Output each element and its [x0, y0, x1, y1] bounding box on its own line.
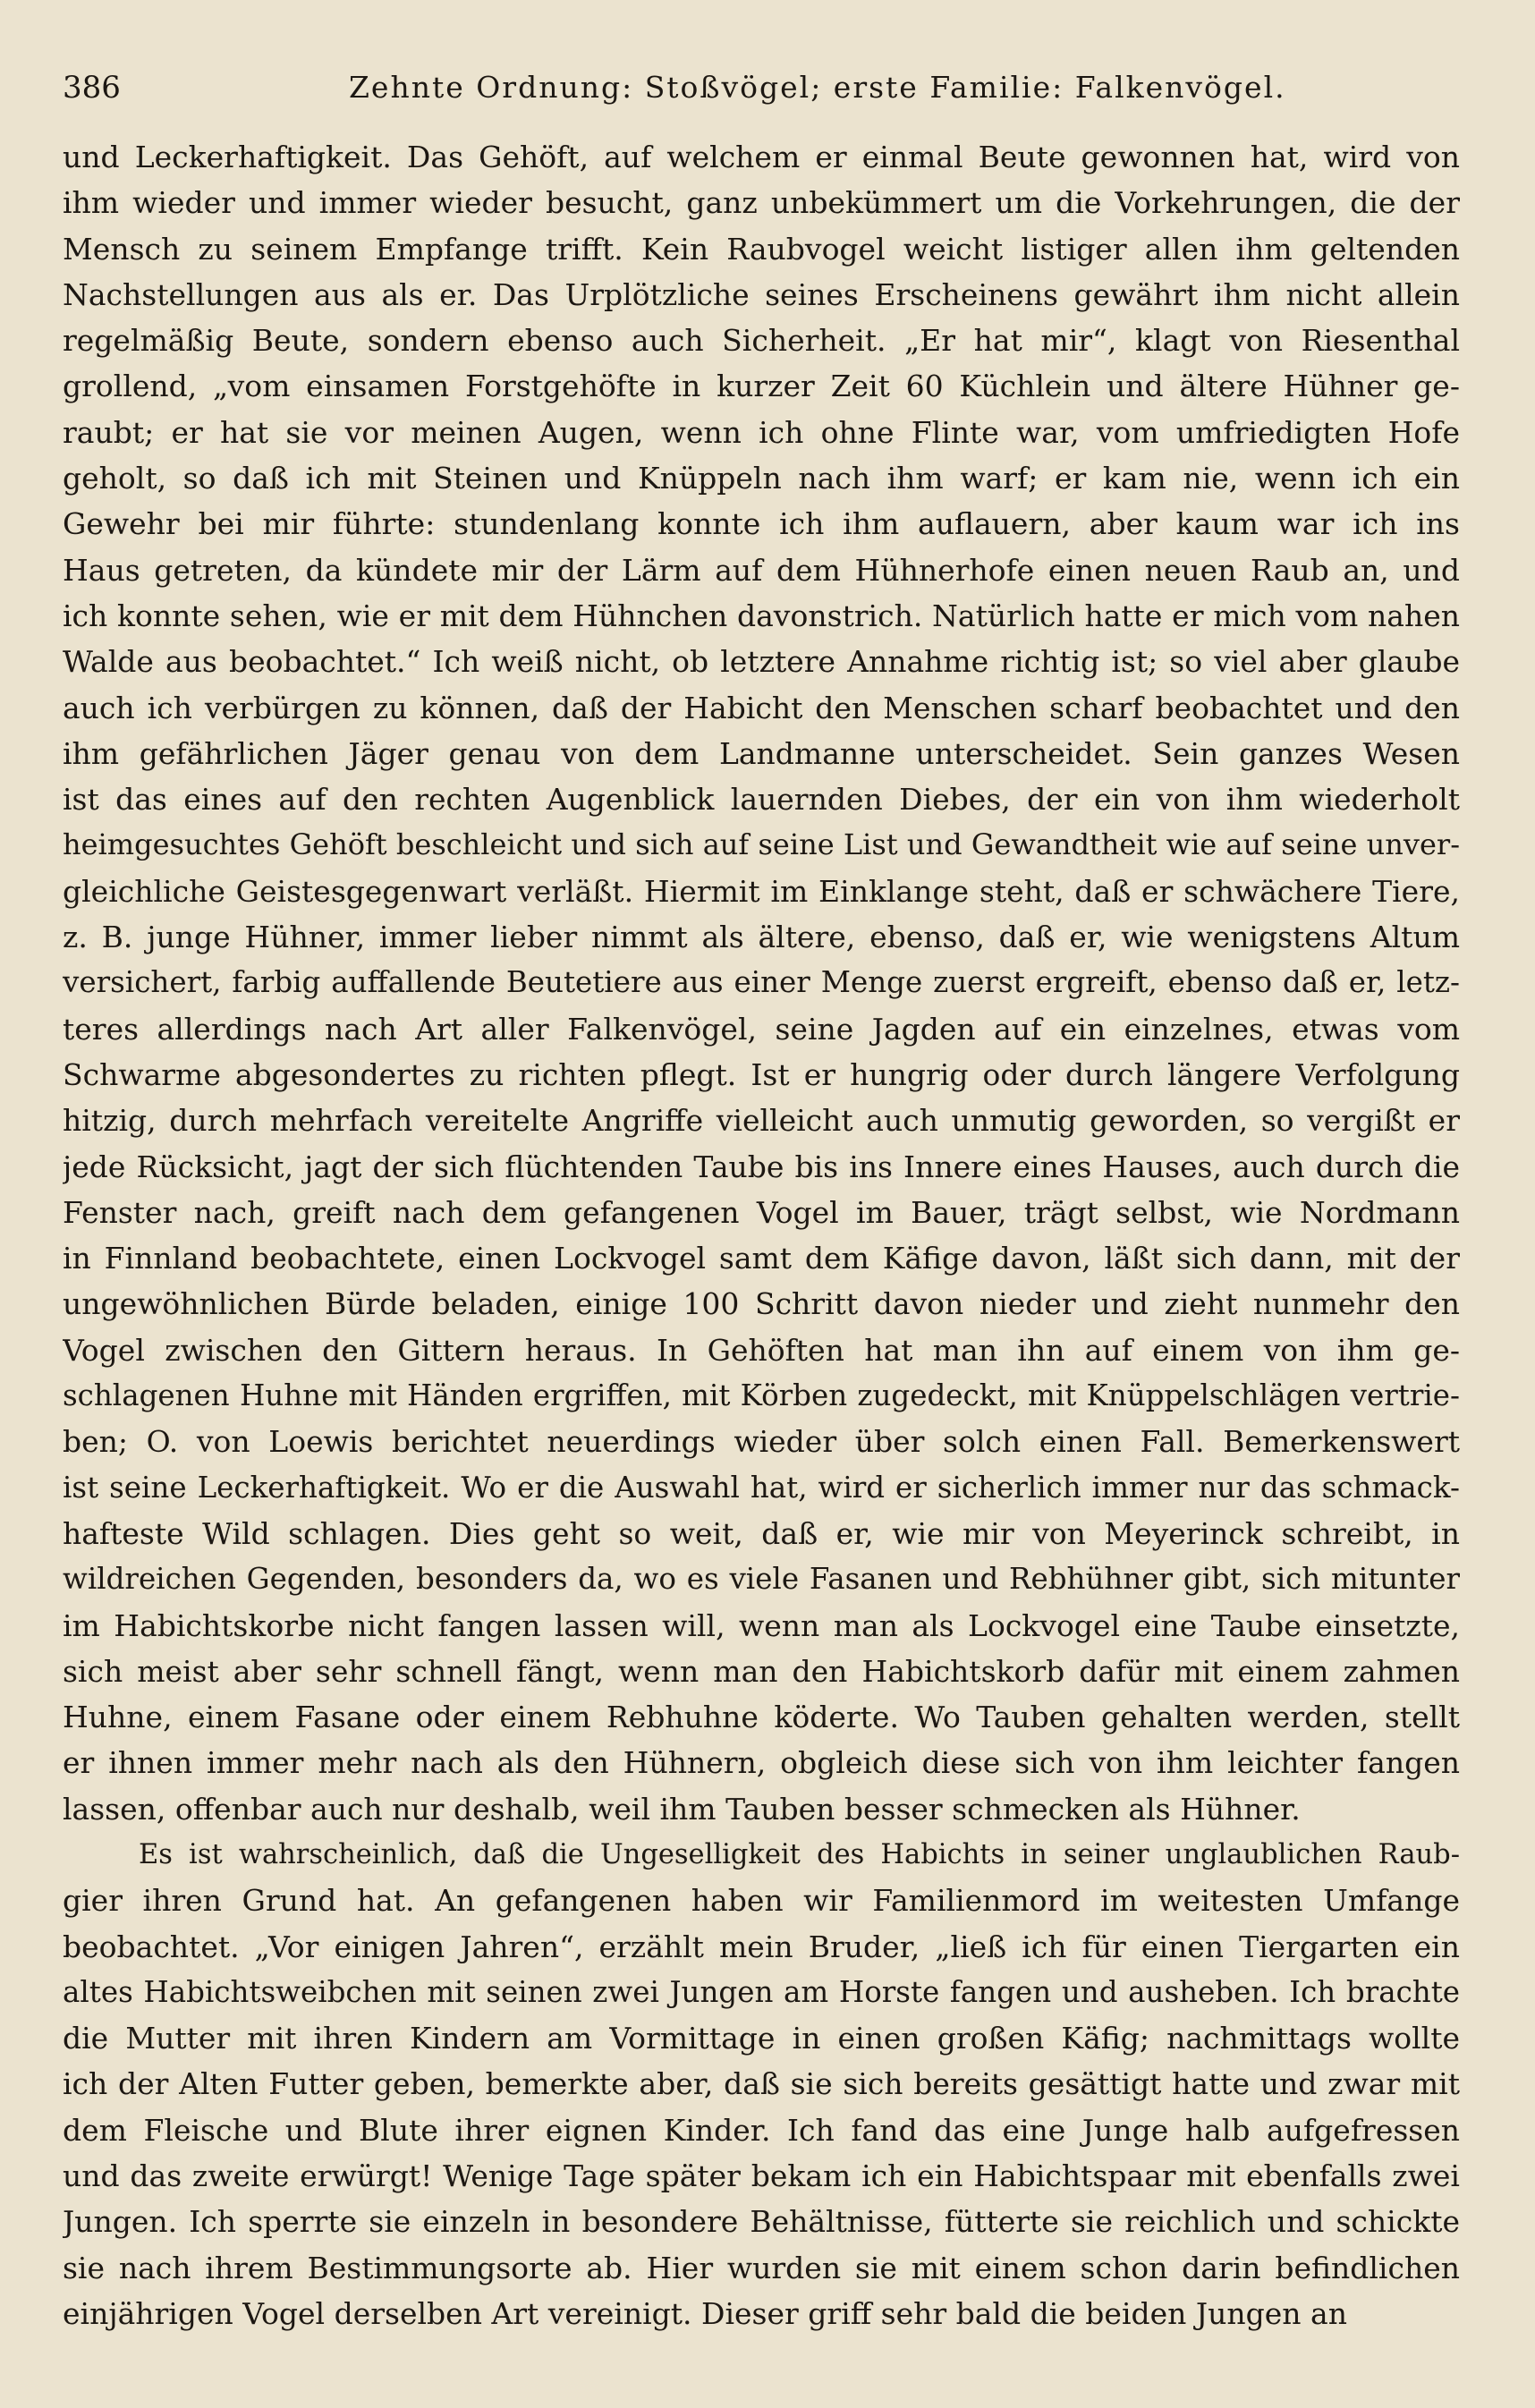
text-line: grollend, „vom einsamen Forstgehöfte in kurzer Zeit 60 Küchlein und ältere Hühner ge- — [63, 369, 1460, 404]
text-line: ist seine Leckerhaftigkeit. Wo er die Auswahl hat, wird er sicherlich immer nur das schmack- — [63, 1470, 1460, 1505]
text-line: raubt; er hat sie vor meinen Augen, wenn ich ohne Flinte war, vom umfriedigten Hofe — [63, 414, 1460, 450]
text-line: ben; O. von Loewis berichtet neuerdings wieder über solch einen Fall. Bemerkenswert — [63, 1424, 1460, 1460]
text-line: Es ist wahrscheinlich, daß die Ungeselligkeit des Habichts in seiner unglaublichen Raub- — [139, 1838, 1460, 1870]
text-line: sie nach ihrem Bestimmungsorte ab. Hier wurden sie mit einem schon darin befindlichen — [63, 2250, 1460, 2285]
text-line: ihm gefährlichen Jäger genau von dem Landmanne unterscheidet. Sein ganzes Wesen — [63, 735, 1460, 771]
text-line: ungewöhnlichen Bürde beladen, einige 100 Schritt davon nieder und zieht nunmehr den — [63, 1286, 1460, 1322]
text-line: die Mutter mit ihren Kindern am Vormittage in einen großen Käfig; nachmittags wollte — [63, 2021, 1460, 2056]
text-line: Fenster nach, greift nach dem gefangenen Vogel im Bauer, trägt selbst, wie Nordmann — [63, 1194, 1460, 1230]
text-line: wildreichen Gegenden, besonders da, wo es viele Fasanen und Rebhühner gibt, sich mitunter — [63, 1562, 1460, 1597]
text-line: er ihnen immer mehr nach als den Hühnern, obgleich diese sich von ihm leichter fangen — [63, 1745, 1460, 1781]
text-line: heimgesuchtes Gehöft beschleicht und sich auf seine List und Gewandtheit wie auf seine unver- — [63, 827, 1460, 862]
running-head: Zehnte Ordnung: Stoßvögel; erste Familie: Falkenvögel. — [349, 70, 1286, 105]
text-line: und das zweite erwürgt! Wenige Tage später bekam ich ein Habichtspaar mit ebenfalls zwei — [63, 2158, 1460, 2194]
text-line: geholt, so daß ich mit Steinen und Knüppeln nach ihm warf; er kam nie, wenn ich ein — [63, 461, 1460, 496]
text-line: teres allerdings nach Art aller Falkenvögel, seine Jagden auf ein einzelnes, etwas vom — [63, 1011, 1460, 1047]
paragraph — [63, 134, 1460, 1832]
text-line: ist das eines auf den rechten Augenblick lauernden Diebes, der ein von ihm wiederholt — [63, 782, 1460, 818]
body-text — [63, 134, 1460, 2336]
text-line: Gewehr bei mir führte: stundenlang konnte ich ihm auflauern, aber kaum war ich ins — [63, 506, 1460, 542]
text-line: lassen, offenbar auch nur deshalb, weil ihm Tauben besser schmecken als Hühner. — [63, 1791, 1301, 1827]
text-line: versichert, farbig auffallende Beutetiere aus einer Menge zuerst ergreift, ebenso daß er, letz- — [63, 965, 1460, 1000]
text-line: altes Habichtsweibchen mit seinen zwei Jungen am Horste fangen und ausheben. Ich brachte — [63, 1974, 1460, 2009]
text-line: Walde aus beobachtet.“ Ich weiß nicht, ob letztere Annahme richtig ist; so viel aber glaube — [63, 644, 1460, 680]
text-line: hitzig, durch mehrfach vereitelte Angriffe vielleicht auch unmutig geworden, so vergißt er — [63, 1103, 1460, 1139]
paragraph — [63, 1832, 1460, 2336]
text-line: Vogel zwischen den Gittern heraus. In Gehöften hat man ihn auf einem von ihm ge- — [63, 1332, 1460, 1368]
page-number: 386 — [63, 70, 121, 106]
text-line: schlagenen Huhne mit Händen ergriffen, mit Körben zugedeckt, mit Knüppelschlägen vertrie- — [63, 1378, 1460, 1413]
text-line: beobachtet. „Vor einigen Jahren“, erzählt mein Bruder, „ließ ich für einen Tiergarten ein — [63, 1929, 1460, 1964]
text-line: in Finnland beobachtete, einen Lockvogel samt dem Käfige davon, läßt sich dann, mit der — [63, 1241, 1460, 1276]
text-line: regelmäßig Beute, sondern ebenso auch Sicherheit. „Er hat mir“, klagt von Riesenthal — [63, 323, 1460, 359]
text-line: Nachstellungen aus als er. Das Urplötzliche seines Erscheinens gewährt ihm nicht allein — [63, 276, 1460, 312]
text-line: einjährigen Vogel derselben Art vereinigt. Dieser griff sehr bald die beiden Jungen an — [63, 2295, 1347, 2331]
text-line: Schwarme abgesondertes zu richten pflegt. Ist er hungrig oder durch längere Verfolgung — [63, 1056, 1460, 1092]
text-line: Mensch zu seinem Empfange trifft. Kein Raubvogel weicht listiger allen ihm geltenden — [63, 231, 1460, 267]
text-line: ich der Alten Futter geben, bemerkte aber, daß sie sich bereits gesättigt hatte und zwar mit — [63, 2066, 1460, 2102]
text-line: gleichliche Geistesgegenwart verläßt. Hiermit im Einklange steht, daß er schwächere Tiere, — [63, 873, 1460, 909]
text-line: ich konnte sehen, wie er mit dem Hühnchen davonstrich. Natürlich hatte er mich vom nahen — [63, 598, 1460, 633]
text-line: im Habichtskorbe nicht fangen lassen will, wenn man als Lockvogel eine Taube einsetzte, — [63, 1607, 1460, 1643]
text-line: hafteste Wild schlagen. Dies geht so weit, daß er, wie mir von Meyerinck schreibt, in — [63, 1515, 1460, 1551]
text-line: sich meist aber sehr schnell fängt, wenn man den Habichtskorb dafür mit einem zahmen — [63, 1653, 1460, 1689]
text-line: Jungen. Ich sperrte sie einzeln in besondere Behältnisse, fütterte sie reichlich und schickte — [63, 2204, 1460, 2240]
text-line: dem Fleische und Blute ihrer eignen Kinder. Ich fand das eine Junge halb aufgefressen — [63, 2112, 1460, 2148]
text-line: z. B. junge Hühner, immer lieber nimmt als ältere, ebenso, daß er, wie wenigstens Altum — [63, 920, 1460, 955]
text-line: und Leckerhaftigkeit. Das Gehöft, auf welchem er einmal Beute gewonnen hat, wird von — [63, 140, 1460, 174]
text-line: auch ich verbürgen zu können, daß der Habicht den Menschen scharf beobachtet und den — [63, 690, 1460, 725]
text-line: Huhne, einem Fasane oder einem Rebhuhne köderte. Wo Tauben gehalten werden, stellt — [63, 1700, 1460, 1735]
text-line: Haus getreten, da kündete mir der Lärm auf dem Hühnerhofe einen neuen Raub an, und — [63, 552, 1460, 588]
page-header — [63, 61, 1458, 114]
text-line: gier ihren Grund hat. An gefangenen haben wir Familienmord im weitesten Umfange — [63, 1883, 1460, 1919]
text-line: jede Rücksicht, jagt der sich flüchtenden Taube bis ins Innere eines Hauses, auch durch die — [63, 1149, 1460, 1184]
text-line: ihm wieder und immer wieder besucht, ganz unbekümmert um die Vorkehrungen, die der — [63, 185, 1460, 221]
